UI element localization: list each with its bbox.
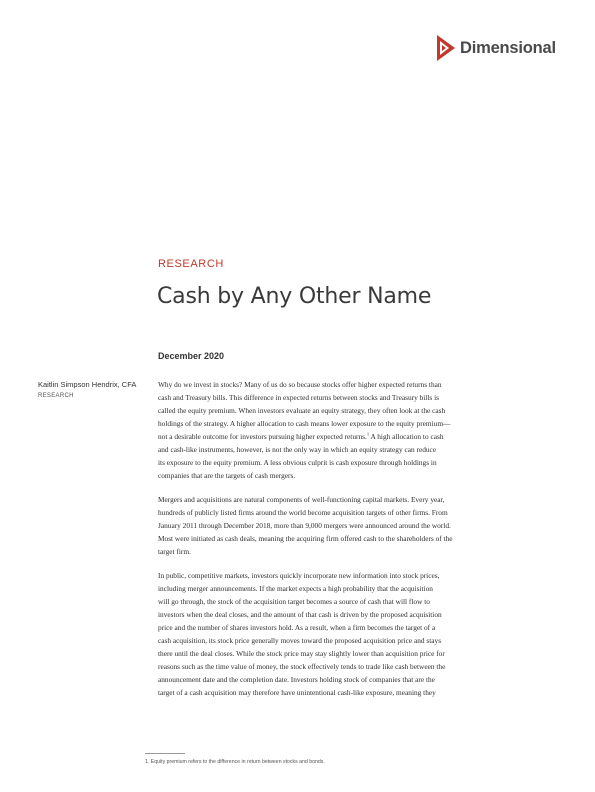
author-block (38, 380, 136, 399)
text-line: announcement date and the completion date. Investors holding stock of companies that are the (158, 674, 435, 684)
text-segment: A high allocation to cash (369, 432, 444, 442)
paragraph-1 (158, 378, 535, 482)
paragraph-3 (158, 569, 535, 699)
text-segment: not a desirable outcome for investors pursuing higher expected returns. (158, 432, 367, 442)
text-line: holdings of the strategy. A higher allocation to cash means lower exposure to the equity premium— (158, 419, 451, 429)
brand-logo (437, 34, 556, 62)
text-line: Why do we invest in stocks? Many of us do so because stocks offer higher expected returns than (158, 380, 442, 389)
text-line: price and the number of shares investors hold. As a result, when a firm becomes the target of a (158, 622, 436, 632)
text-line-with-footnote (158, 430, 535, 443)
text-line: cash and Treasury bills. This difference in expected returns between stocks and Treasury bills is (158, 393, 439, 403)
author-name: Kaitlin Simpson Hendrix, CFA (38, 380, 137, 389)
footnote: 1. Equity premium refers to the difference in return between stocks and bonds. (145, 759, 325, 765)
footnote-ref[interactable]: 1 (366, 431, 370, 437)
publication-date: December 2020 (158, 351, 225, 361)
section-label: RESEARCH (158, 258, 224, 270)
text-line: called the equity premium. When investors evaluate an equity strategy, they often look at the cash (158, 406, 446, 416)
text-line: Most were initiated as cash deals, meaning the acquiring firm offered cash to the shareholders of the (158, 534, 453, 544)
author-department: RESEARCH (38, 393, 74, 399)
text-line: cash acquisition, its stock price generally moves toward the proposed acquisition price and stays (158, 635, 442, 645)
footnote-divider (145, 753, 185, 754)
text-line: will go through, the stock of the acquisition target becomes a source of cash that will flow to (158, 596, 430, 606)
paragraph-2 (158, 493, 535, 558)
page-title: Cash by Any Other Name (157, 284, 432, 309)
text-line: target of a cash acquisition may therefore have unintentional cash-like exposure, meaning they (158, 688, 436, 698)
text-line: including merger announcements. If the market expects a high probability that the acquisition (158, 583, 433, 593)
text-line: investors when the deal closes, and the amount of that cash is driven by the proposed acquisition (158, 609, 442, 619)
brand-name: Dimensional (460, 38, 556, 57)
text-line: hundreds of publicly listed firms around the world become acquisition targets of other firms. From (158, 507, 448, 517)
text-line: Mergers and acquisitions are natural components of well-functioning capital markets. Every year, (158, 494, 445, 504)
dimensional-logo-icon (437, 35, 455, 61)
text-line: its exposure to the equity premium. A less obvious culprit is cash exposure through holdings in (158, 458, 437, 468)
text-line: reasons such as the time value of money, the stock effectively tends to trade like cash between the (158, 661, 446, 671)
text-line: companies that are the targets of cash mergers. (158, 471, 296, 481)
article-body (158, 378, 535, 710)
text-line: and cash-like instruments, however, is not the only way in which an equity strategy can reduce (158, 445, 437, 455)
text-line: In public, competitive markets, investors quickly incorporate new information into stock prices, (158, 570, 440, 580)
text-line: January 2011 through December 2018, more than 9,000 mergers were announced around the world. (158, 520, 451, 530)
text-line: target firm. (158, 547, 191, 557)
text-line: there until the deal closes. While the stock price may stay slightly lower than acquisition price for (158, 648, 445, 658)
